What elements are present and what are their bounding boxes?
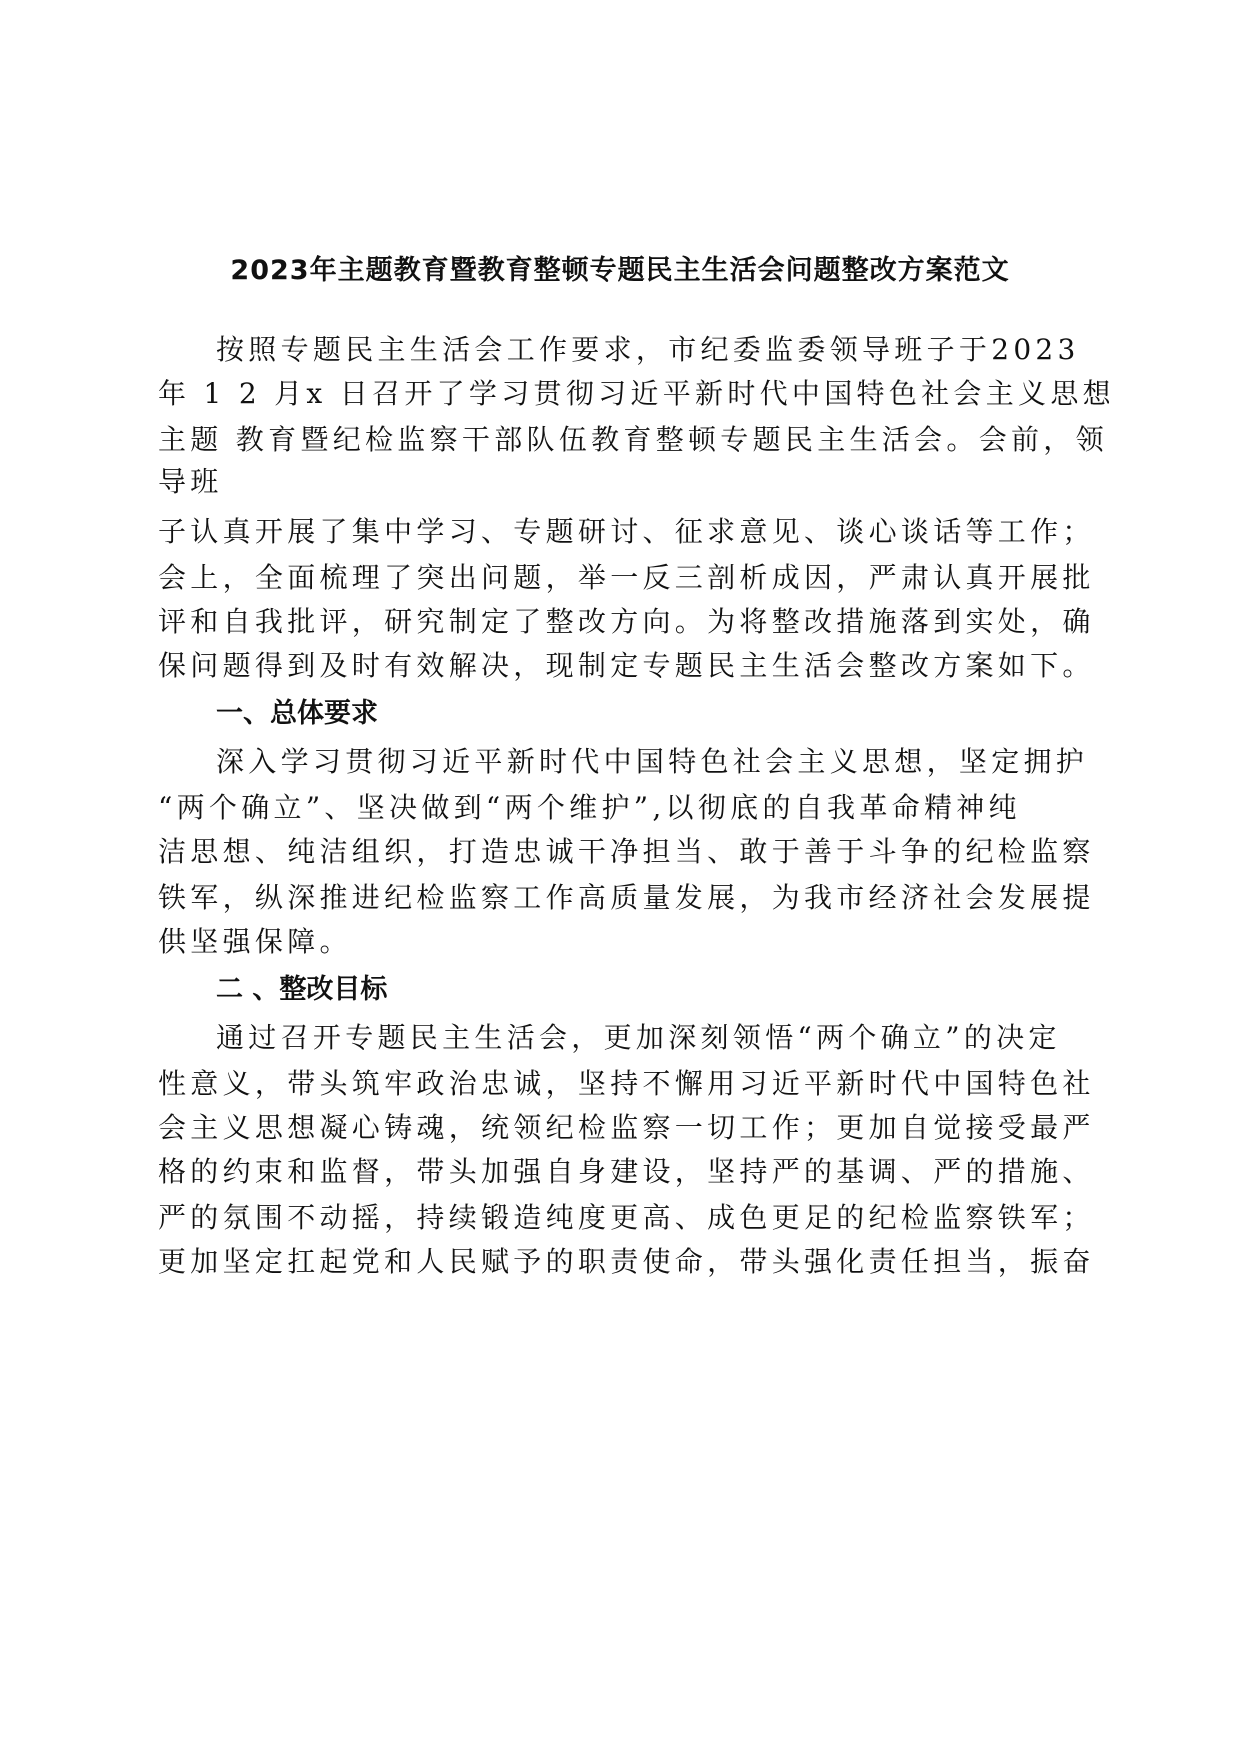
section2-line: 更加坚定扛起党和人民赋予的职责使命，带头强化责任担当，振奋: [158, 1245, 1095, 1278]
section1-line: 铁军，纵深推进纪检监察工作高质量发展，为我市经济社会发展提: [158, 881, 1095, 914]
section2-line: 性意义，带头筑牢政治忠诚，坚持不懈用习近平新时代中国特色社: [158, 1067, 1095, 1100]
section2-line: 严的氛围不动摇，持续锻造纯度更高、成色更足的纪检监察铁军；: [158, 1201, 1095, 1234]
section2-line: 会主义思想凝心铸魂，统领纪检监察一切工作；更加自觉接受最严: [158, 1111, 1095, 1144]
intro-line: 年 1 2 月x 日召开了学习贯彻习近平新时代中国特色社会主义思想: [158, 377, 1115, 410]
section2-line: 通过召开专题民主生活会，更加深刻领悟“两个确立”的决定: [216, 1021, 1061, 1054]
intro-line: 按照专题民主生活会工作要求，市纪委监委领导班子于2023: [216, 333, 1080, 366]
intro-line: 导班: [158, 465, 223, 498]
intro-line: 保问题得到及时有效解决，现制定专题民主生活会整改方案如下。: [158, 649, 1095, 682]
intro-line: 主题 教育暨纪检监察干部队伍教育整顿专题民主生活会。会前，领: [158, 423, 1108, 456]
section1-line: 洁思想、纯洁组织，打造忠诚干净担当、敢于善于斗争的纪检监察: [158, 835, 1095, 868]
document-title: 2023年主题教育暨教育整顿专题民主生活会问题整改方案范文: [230, 255, 1010, 286]
intro-line: 评和自我批评，研究制定了整改方向。为将整改措施落到实处，确: [158, 605, 1095, 638]
intro-line: 会上，全面梳理了突出问题，举一反三剖析成因，严肃认真开展批: [158, 561, 1095, 594]
intro-line: 子认真开展了集中学习、专题研讨、征求意见、谈心谈话等工作；: [158, 515, 1095, 548]
section-heading: 一、总体要求: [216, 698, 378, 729]
section1-line: 深入学习贯彻习近平新时代中国特色社会主义思想，坚定拥护: [216, 745, 1089, 778]
section2-line: 格的约束和监督，带头加强自身建设，坚持严的基调、严的措施、: [158, 1155, 1095, 1188]
section1-line: “两个确立”、坚决做到“两个维护”,以彻底的自我革命精神纯: [158, 791, 1021, 824]
section1-line: 供坚强保障。: [158, 925, 352, 958]
section-heading: 二 、整改目标: [216, 974, 388, 1005]
